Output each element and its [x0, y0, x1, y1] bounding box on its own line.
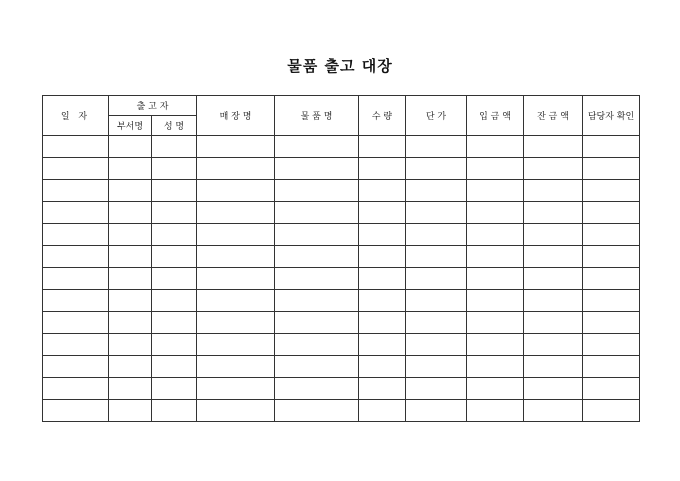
cell-received-amount[interactable] — [467, 180, 524, 202]
cell-date[interactable] — [43, 312, 109, 334]
cell-date[interactable] — [43, 334, 109, 356]
cell-department[interactable] — [109, 290, 152, 312]
release-ledger-table — [42, 95, 640, 422]
table-row — [43, 400, 640, 422]
cell-date[interactable] — [43, 400, 109, 422]
table-row — [43, 290, 640, 312]
cell-department[interactable] — [109, 334, 152, 356]
cell-person-name[interactable] — [152, 158, 197, 180]
cell-quantity[interactable] — [359, 268, 406, 290]
cell-item-name[interactable] — [275, 202, 359, 224]
cell-person-name[interactable] — [152, 334, 197, 356]
table-row — [43, 356, 640, 378]
cell-item-name[interactable] — [275, 268, 359, 290]
cell-quantity[interactable] — [359, 136, 406, 158]
cell-manager-confirm[interactable] — [583, 312, 640, 334]
cell-date[interactable] — [43, 224, 109, 246]
cell-store-name[interactable] — [197, 224, 275, 246]
cell-received-amount[interactable] — [467, 246, 524, 268]
cell-person-name[interactable] — [152, 268, 197, 290]
cell-received-amount[interactable] — [467, 334, 524, 356]
cell-store-name[interactable] — [197, 246, 275, 268]
cell-date[interactable] — [43, 356, 109, 378]
cell-item-name[interactable] — [275, 180, 359, 202]
table-row — [43, 158, 640, 180]
cell-department[interactable] — [109, 246, 152, 268]
cell-received-amount[interactable] — [467, 356, 524, 378]
cell-manager-confirm[interactable] — [583, 224, 640, 246]
cell-received-amount[interactable] — [467, 224, 524, 246]
cell-received-amount[interactable] — [467, 400, 524, 422]
cell-received-amount[interactable] — [467, 202, 524, 224]
cell-quantity[interactable] — [359, 290, 406, 312]
cell-person-name[interactable] — [152, 136, 197, 158]
cell-department[interactable] — [109, 136, 152, 158]
cell-store-name[interactable] — [197, 180, 275, 202]
cell-person-name[interactable] — [152, 400, 197, 422]
cell-balance[interactable] — [524, 180, 583, 202]
cell-balance[interactable] — [524, 334, 583, 356]
table-row — [43, 136, 640, 158]
cell-department[interactable] — [109, 158, 152, 180]
cell-department[interactable] — [109, 202, 152, 224]
header-date: 일 자 — [43, 96, 109, 136]
cell-manager-confirm[interactable] — [583, 136, 640, 158]
cell-quantity[interactable] — [359, 202, 406, 224]
cell-balance[interactable] — [524, 290, 583, 312]
cell-item-name[interactable] — [275, 290, 359, 312]
header-received-amount: 입 금 액 — [467, 96, 524, 136]
cell-date[interactable] — [43, 290, 109, 312]
header-manager-confirm: 담당자 확인 — [583, 96, 640, 136]
cell-quantity[interactable] — [359, 246, 406, 268]
cell-person-name[interactable] — [152, 202, 197, 224]
cell-item-name[interactable] — [275, 246, 359, 268]
cell-manager-confirm[interactable] — [583, 356, 640, 378]
cell-quantity[interactable] — [359, 378, 406, 400]
cell-date[interactable] — [43, 202, 109, 224]
cell-manager-confirm[interactable] — [583, 268, 640, 290]
cell-received-amount[interactable] — [467, 158, 524, 180]
cell-balance[interactable] — [524, 312, 583, 334]
table-row — [43, 312, 640, 334]
cell-balance[interactable] — [524, 378, 583, 400]
cell-person-name[interactable] — [152, 312, 197, 334]
cell-unit-price[interactable] — [406, 312, 467, 334]
header-release-person: 출 고 자 — [109, 96, 197, 116]
cell-quantity[interactable] — [359, 356, 406, 378]
header-person-name: 성 명 — [152, 116, 197, 136]
cell-manager-confirm[interactable] — [583, 158, 640, 180]
ledger-body — [43, 136, 640, 422]
cell-person-name[interactable] — [152, 224, 197, 246]
cell-manager-confirm[interactable] — [583, 290, 640, 312]
cell-received-amount[interactable] — [467, 290, 524, 312]
cell-person-name[interactable] — [152, 378, 197, 400]
cell-store-name[interactable] — [197, 290, 275, 312]
cell-store-name[interactable] — [197, 268, 275, 290]
cell-department[interactable] — [109, 378, 152, 400]
cell-unit-price[interactable] — [406, 334, 467, 356]
cell-item-name[interactable] — [275, 312, 359, 334]
cell-store-name[interactable] — [197, 158, 275, 180]
cell-item-name[interactable] — [275, 158, 359, 180]
cell-manager-confirm[interactable] — [583, 378, 640, 400]
header-store-name: 매 장 명 — [197, 96, 275, 136]
table-row — [43, 334, 640, 356]
cell-balance[interactable] — [524, 246, 583, 268]
cell-manager-confirm[interactable] — [583, 202, 640, 224]
cell-balance[interactable] — [524, 356, 583, 378]
cell-balance[interactable] — [524, 202, 583, 224]
cell-unit-price[interactable] — [406, 158, 467, 180]
cell-person-name[interactable] — [152, 356, 197, 378]
header-department: 부서명 — [109, 116, 152, 136]
cell-unit-price[interactable] — [406, 268, 467, 290]
cell-unit-price[interactable] — [406, 180, 467, 202]
table-row — [43, 378, 640, 400]
cell-manager-confirm[interactable] — [583, 246, 640, 268]
cell-balance[interactable] — [524, 224, 583, 246]
page-title: 물품 출고 대장 — [287, 57, 393, 75]
cell-unit-price[interactable] — [406, 246, 467, 268]
cell-balance[interactable] — [524, 136, 583, 158]
cell-balance[interactable] — [524, 400, 583, 422]
cell-store-name[interactable] — [197, 356, 275, 378]
cell-unit-price[interactable] — [406, 202, 467, 224]
header-balance: 잔 금 액 — [524, 96, 583, 136]
cell-date[interactable] — [43, 180, 109, 202]
header-row-top — [43, 96, 640, 116]
table-row — [43, 246, 640, 268]
cell-item-name[interactable] — [275, 356, 359, 378]
table-row — [43, 268, 640, 290]
cell-date[interactable] — [43, 378, 109, 400]
cell-department[interactable] — [109, 224, 152, 246]
cell-received-amount[interactable] — [467, 268, 524, 290]
cell-store-name[interactable] — [197, 400, 275, 422]
cell-unit-price[interactable] — [406, 136, 467, 158]
header-quantity: 수 량 — [359, 96, 406, 136]
cell-balance[interactable] — [524, 158, 583, 180]
cell-unit-price[interactable] — [406, 224, 467, 246]
table-row — [43, 224, 640, 246]
cell-quantity[interactable] — [359, 158, 406, 180]
cell-received-amount[interactable] — [467, 312, 524, 334]
cell-quantity[interactable] — [359, 334, 406, 356]
cell-manager-confirm[interactable] — [583, 400, 640, 422]
cell-item-name[interactable] — [275, 136, 359, 158]
cell-received-amount[interactable] — [467, 378, 524, 400]
cell-date[interactable] — [43, 136, 109, 158]
cell-item-name[interactable] — [275, 378, 359, 400]
cell-store-name[interactable] — [197, 312, 275, 334]
cell-department[interactable] — [109, 180, 152, 202]
cell-quantity[interactable] — [359, 400, 406, 422]
table-row — [43, 180, 640, 202]
cell-person-name[interactable] — [152, 246, 197, 268]
cell-unit-price[interactable] — [406, 378, 467, 400]
header-item-name: 물 품 명 — [275, 96, 359, 136]
cell-unit-price[interactable] — [406, 400, 467, 422]
cell-item-name[interactable] — [275, 334, 359, 356]
cell-department[interactable] — [109, 312, 152, 334]
cell-quantity[interactable] — [359, 180, 406, 202]
cell-date[interactable] — [43, 158, 109, 180]
cell-manager-confirm[interactable] — [583, 334, 640, 356]
cell-date[interactable] — [43, 246, 109, 268]
cell-store-name[interactable] — [197, 202, 275, 224]
cell-item-name[interactable] — [275, 400, 359, 422]
cell-store-name[interactable] — [197, 378, 275, 400]
table-row — [43, 202, 640, 224]
cell-manager-confirm[interactable] — [583, 180, 640, 202]
cell-received-amount[interactable] — [467, 136, 524, 158]
cell-date[interactable] — [43, 268, 109, 290]
cell-unit-price[interactable] — [406, 290, 467, 312]
cell-balance[interactable] — [524, 268, 583, 290]
cell-person-name[interactable] — [152, 290, 197, 312]
cell-department[interactable] — [109, 356, 152, 378]
cell-quantity[interactable] — [359, 224, 406, 246]
cell-store-name[interactable] — [197, 136, 275, 158]
cell-unit-price[interactable] — [406, 356, 467, 378]
header-unit-price: 단 가 — [406, 96, 467, 136]
cell-department[interactable] — [109, 268, 152, 290]
cell-person-name[interactable] — [152, 180, 197, 202]
cell-department[interactable] — [109, 400, 152, 422]
cell-quantity[interactable] — [359, 312, 406, 334]
cell-store-name[interactable] — [197, 334, 275, 356]
cell-item-name[interactable] — [275, 224, 359, 246]
